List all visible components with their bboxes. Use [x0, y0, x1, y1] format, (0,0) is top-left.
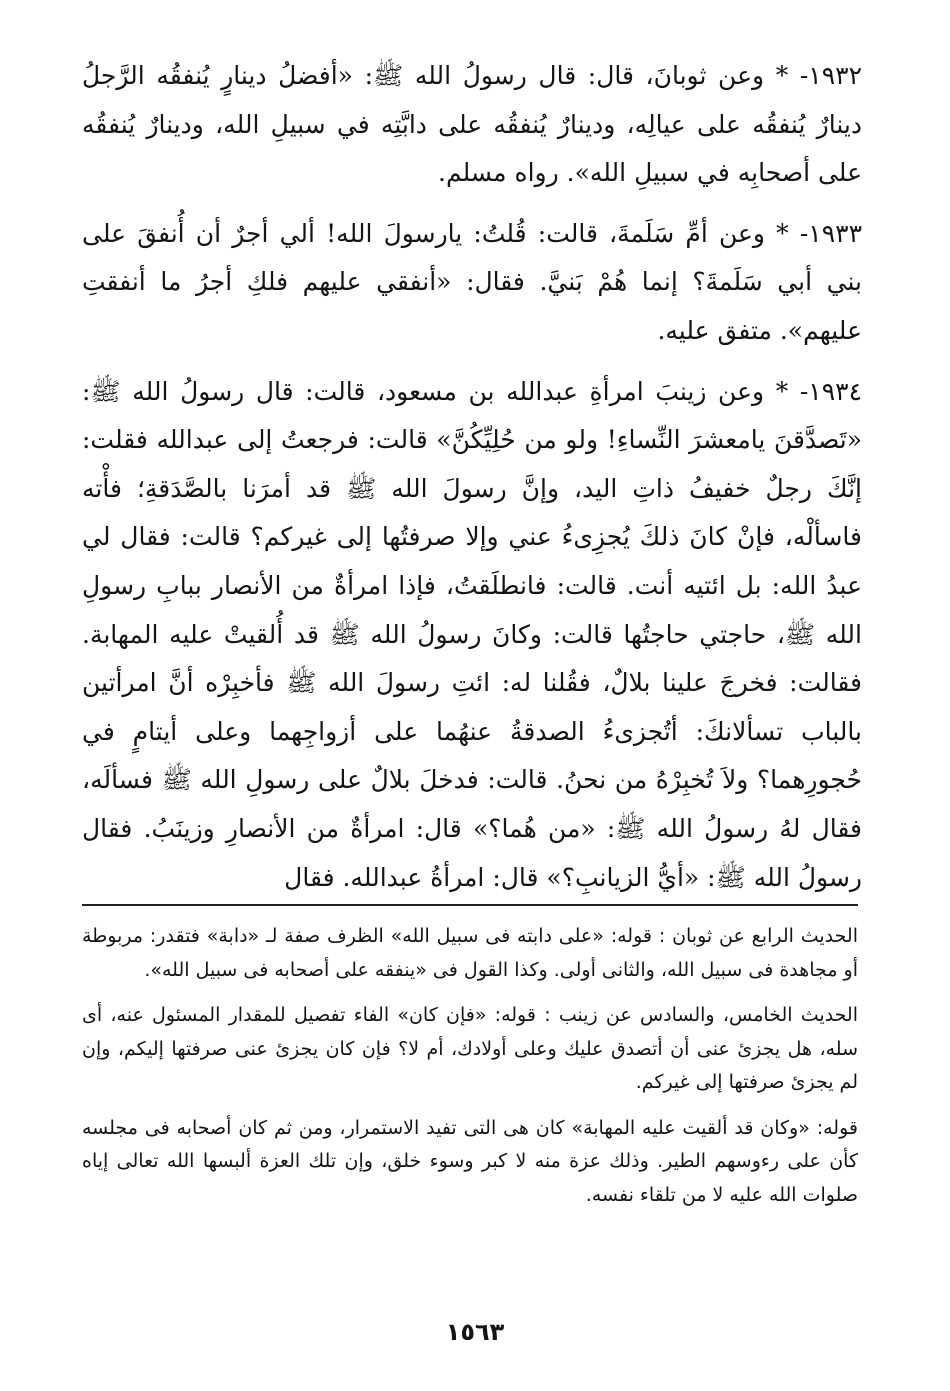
note-zaynab: الحديث الخامس، والسادس عن زينب : قوله: «فإن كان» الفاء تفصيل للمقدار المسئول عنه، أى سله، هل يجزئ عنى أن أتصدق عليك وعلى أولادك، أم لا؟ فإن كان يجزئ عنى صرفتها إليكم، وإن لم يجزئ صرفتها إلى غيركم. — [82, 1004, 858, 1093]
commentary-notes — [82, 920, 858, 1212]
footnote-divider — [82, 904, 858, 906]
note-thawban: الحديث الرابع عن ثوبان : قوله: «على دابته فى سبيل الله» الظرف صفة لـ «دابة» فتقدر: مربوطة أو مجاهدة فى سبيل الله، والثانى أولى. وكذا القول فى «ينفقه على أصحابه فى سبيل الله». — [82, 925, 858, 981]
hadith-1932: ١٩٣٢- * وعن ثوبانَ، قال: قال رسولُ الله ﷺ: «أفضلُ دينارٍ يُنفقُه الرَّجلُ دينارٌ يُنفقُه على عيالِه، ودينارٌ يُنفقُه على دابَّتِه في سبيلِ الله، ودينارٌ يُنفقُه على أصحابِه في سبيلِ الله». رواه مسلم. — [82, 61, 862, 188]
note-mahaba: قوله: «وكان قد ألقيت عليه المهابة» كان هى التى تفيد الاستمرار، ومن ثم كان أصحابه فى مجلسه كأن على رءوسهم الطير. وذلك عزة منه لا كبر وسوء خلق، وإن تلك العزة ألبسها الله تعالى إياه صلوات الله عليه لا من تلقاء نفسه. — [82, 1116, 858, 1206]
hadith-1933: ١٩٣٣- * وعن أمِّ سَلَمةَ، قالت: قُلتُ: يارسولَ الله! ألي أجرٌ أن أُنفقَ على بني أبي سَلَمةَ؟ إنما هُمْ بَنيَّ. فقال: «أنفقي عليهم فلكِ أجرُ ما أنفقتِ عليهم». متفق عليه. — [82, 218, 862, 345]
hadith-1934: ١٩٣٤- * وعن زينبَ امرأةِ عبدالله بن مسعود، قالت: قال رسولُ الله ﷺ: «تَصدَّقنَ يامعشرَ النِّساءِ! ولو من حُلِيِّكُنَّ» قالت: فرجعتُ إلى عبدالله فقلت: إنَّكَ رجلٌ خفيفُ ذاتِ اليد، وإنَّ رسولَ الله ﷺ قد أمرَنا بالصَّدَقةِ؛ فأْته فاسألْه، فإنْ كانَ ذلكَ يُجزِىءُ عني وإلا صرفتُها إلى غيركم؟ قالت: فقال لي عبدُ الله: بل ائتيه أنت. قالت: فانطلَقتُ، فإذا امرأةٌ من الأنصار ببابِ رسولِ الله ﷺ، حاجتي حاجتُها قالت: وكانَ رسولُ الله ﷺ قد أُلقيتْ عليه المهابة. فقالت: فخرجَ علينا بلالٌ، فقُلنا له: ائتِ رسولَ الله ﷺ فأخبِرْه أنَّ امرأتين بالباب تسألانكَ: أتُجزىءُ الصدقةُ عنهُما على أزواجِهما وعلى أيتامٍ في حُجورِهما؟ ولاَ تُخبِرْهُ من نحنُ. قالت: فدخلَ بلالٌ على رسولِ الله ﷺ فسألَه، فقال لهُ رسولُ الله ﷺ: «من هُما؟» قال: امرأةٌ من الأنصارِ وزينَبُ. فقال رسولُ الله ﷺ: «أيُّ الزيانبِ؟» قال: امرأةُ عبدالله. فقال — [82, 376, 862, 892]
page-body — [82, 52, 862, 902]
main-text — [82, 52, 862, 902]
page-number: ١٥٦٣ — [445, 1318, 505, 1346]
